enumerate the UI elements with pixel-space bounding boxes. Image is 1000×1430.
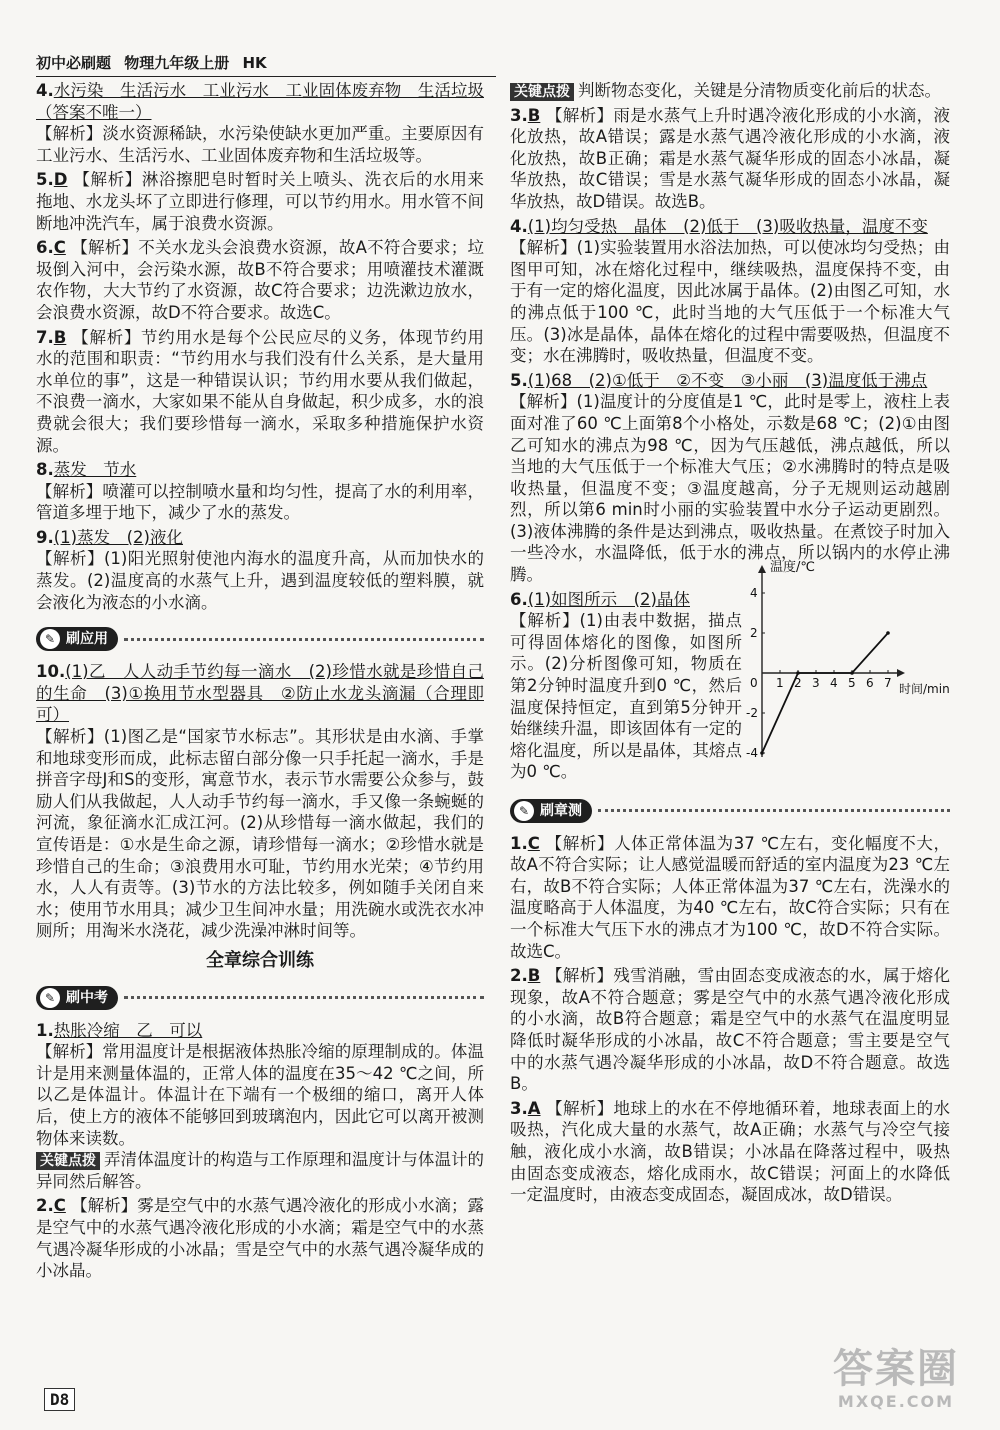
question-number: 5.	[36, 170, 54, 190]
x-tick-label: 5	[848, 675, 856, 690]
x-tick-label: 3	[812, 675, 820, 690]
data-point	[886, 631, 890, 635]
section-label: 刷章测	[540, 802, 582, 819]
data-point	[796, 671, 800, 675]
answer-choice: D	[53, 170, 68, 190]
book-edition: HK	[242, 54, 267, 72]
answer-item	[510, 105, 950, 213]
melting-curve-line	[762, 633, 888, 753]
y-tick-label: -2	[746, 705, 758, 720]
key-tip-tag: 关键点拨	[36, 1152, 100, 1170]
explanation: 【解析】常用温度计是根据液体热胀冷缩的原理制成的。体温计是用来测量体温的，正常人体的温度在35～42 ℃之间，所以乙是体温计。体温计在下端有一个极细的缩口，离开人体后，使上方的液体不能够回到玻璃泡内，因此它可以离开被测物体来读数。	[36, 1042, 484, 1148]
question-number: 7.	[36, 327, 54, 347]
answer-item	[36, 459, 484, 524]
x-tick-label: 6	[866, 675, 874, 690]
x-tick-label: 2	[794, 675, 802, 690]
explanation: 【解析】雨是水蒸气上升时遇冷液化形成的小水滴，液化放热，故A错误；露是水蒸气遇冷液化形成的小水滴，液化放热，故B正确；霜是水蒸气凝华形成的固态小冰晶，凝华放热，故C错误；雪是水蒸气凝华形成的固态小冰晶，凝华放热，故D错误。故选B。	[510, 105, 951, 211]
answer-text: 水污染 生活污水 工业污水 工业固体废弃物 生活垃圾（答案不唯一）	[36, 81, 484, 122]
x-tick-label: 4	[830, 675, 838, 690]
answer-choice: B	[527, 966, 541, 986]
watermark-url: MXQE.COM	[837, 1392, 955, 1411]
x-axis-arrow	[897, 669, 905, 677]
answer-text: 蒸发 节水	[53, 460, 137, 480]
book-series: 初中必刷题	[36, 54, 112, 72]
question-number: 4.	[36, 81, 54, 100]
answer-item	[36, 1020, 484, 1193]
key-tip-text: 判断物态变化，关键是分清物质变化前后的状态。	[578, 81, 941, 100]
section-label: 刷中考	[66, 989, 108, 1006]
question-number: 2.	[510, 966, 528, 986]
answer-item	[510, 833, 950, 963]
answer-item	[36, 661, 484, 942]
watermark-text: 答案圈	[833, 1346, 959, 1392]
y-axis-label: 温度/℃	[770, 559, 815, 575]
section-label: 刷应用	[66, 631, 108, 648]
page-number: D8	[44, 1388, 75, 1411]
melting-curve-chart	[746, 559, 950, 779]
answer-item	[36, 169, 484, 234]
question-number: 4.	[510, 216, 528, 236]
question-number: 9.	[36, 527, 54, 547]
question-number: 5.	[510, 370, 528, 390]
answer-item	[510, 1098, 950, 1206]
data-point	[760, 751, 764, 755]
answer-text: (1)68 (2)①低于 ②不变 ③小丽 (3)温度低于沸点	[527, 370, 928, 390]
answer-text: 热胀冷缩 乙 可以	[53, 1020, 203, 1040]
question-number: 3.	[510, 1098, 528, 1118]
question-number: 1.	[510, 833, 528, 853]
dotted-divider	[124, 638, 484, 641]
section-header-apply	[36, 623, 484, 655]
explanation: 【解析】喷灌可以控制喷水量和均匀性，提高了水的利用率，管道多埋于地下，减少了水的蒸发。	[36, 481, 484, 523]
explanation: 【解析】雾是空气中的水蒸气遇冷液化的形成小水滴；露是空气中的水蒸气遇冷液化形成的小水滴；霜是空气中的水蒸气遇冷凝华形成的小冰晶；雪是空气中的水蒸气遇冷凝华成的小冰晶。	[36, 1196, 484, 1281]
answer-choice: C	[527, 833, 540, 853]
explanation: 【解析】淡水资源稀缺，水污染使缺水更加严重。主要原因有工业污水、生活污水、工业固体废弃物和生活垃圾等。	[36, 124, 484, 165]
explanation: 【解析】(1)温度计的分度值是1 ℃，此时是零上，液柱上表面对准了60 ℃上面第8个小格处，示数是68 ℃；(2)①由图乙可知水的沸点为98 ℃，因为气压越低，沸点越低，所以当地的大气压低于一个标准大气压；②水沸腾时的特点是吸收热量，但温度不变；③温度越高，分子无规则运动越剧烈，所以第6 min时小丽的实验装置中水分子运动更剧烈。(3)液体沸腾的条件是达到沸点，吸收热量。在煮饺子时加入一些冷水，水温降低，低于水的沸点，所以锅内的水停止沸腾。	[510, 392, 950, 585]
right-column	[510, 80, 950, 1209]
question-number: 6.	[36, 238, 54, 258]
explanation: 【解析】地球上的水在不停地循环着，地球表面上的水吸热，汽化成大量的水蒸气，故A正确；水蒸气与冷空气接触，液化成小水滴，故B错误；小冰晶在降落过程中，吸热由固态变成液态，熔化成雨水，故C错误；河面上的水降低一定温度时，由液态变成固态，凝固成冰，故D错误。	[510, 1098, 951, 1205]
section-header-chapter	[510, 795, 950, 827]
answer-item	[510, 965, 950, 1095]
explanation: 【解析】淋浴擦肥皂时暂时关上喷头、洗衣后的水用来拖地、水龙头坏了立即进行修理，可以节约用水。用水管不间断地冲洗汽车，属于浪费水资源。	[36, 170, 485, 233]
pen-icon: ✎	[40, 988, 60, 1008]
answer-choice: B	[53, 327, 67, 347]
answer-text: (1)如图所示 (2)晶体	[527, 589, 690, 609]
x-tick-label: 0	[750, 675, 758, 690]
question-number: 3.	[510, 105, 528, 125]
explanation: 【解析】残雪消融，雪由固态变成液态的水，属于熔化现象，故A不符合题意；雾是空气中的水蒸气遇冷液化形成的小水滴，故B符合题意；霜是空气中的水蒸气在温度明显降低时凝华形成的小冰晶，故C不符合题意；雪主要是空气中的水蒸气遇冷凝华形成的小冰晶，故D不符合题意。故选B。	[510, 966, 951, 1094]
key-tip	[510, 80, 950, 102]
explanation: 【解析】不关水龙头会浪费水资源，故A不符合要求；垃圾倒入河中，会污染水源，故B不符合要求；用喷灌技术灌溉农作物，大大节约了水资源，故C符合要求；边洗漱边放水，会浪费水资源，故D不符合要求。故选C。	[36, 238, 484, 322]
dotted-divider	[124, 996, 484, 999]
answer-item	[36, 1195, 484, 1281]
explanation: 【解析】(1)实验装置用水浴法加热，可以使冰均匀受热；由图甲可知，冰在熔化过程中，继续吸热，温度保持不变，由于有一定的熔化温度，因此冰属于晶体。(2)由图乙可知，水的沸点低于100 ℃，此时当地的大气压低于一个标准大气压。(3)冰是晶体，晶体在熔化的过程中需要吸热，但温度不变；水在沸腾时，吸收热量，但温度不变。	[510, 238, 950, 366]
answer-choice: A	[527, 1098, 541, 1118]
answer-item	[510, 216, 950, 367]
book-subject: 物理九年级上册	[124, 54, 230, 72]
answer-text: (1)均匀受热 晶体 (2)低于 (3)吸收热量，温度不变	[527, 216, 928, 236]
question-number: 2.	[36, 1196, 54, 1216]
explanation: 【解析】节约用水是每个公民应尽的义务，体现节约用水的范围和职责：“节约用水与我们没有什么关系，是大量用水单位的事”，这是一种错误认识；节约用水要从我们做起，不浪费一滴水，大家如果不能从自身做起，积少成多，水的浪费就会很大；我们要珍惜每一滴水，采取多种措施保护水资源。	[36, 327, 485, 455]
pen-icon: ✎	[40, 629, 60, 649]
page-header	[36, 50, 496, 77]
dotted-divider	[598, 809, 950, 812]
question-number: 8.	[36, 460, 54, 480]
answer-choice: B	[527, 105, 541, 125]
answer-item	[36, 80, 484, 166]
question-number: 10.	[36, 662, 66, 682]
question-number: 1.	[36, 1020, 54, 1040]
x-axis-label: 时间/min	[899, 681, 950, 696]
answer-text: (1)乙 人人动手节约每一滴水 (2)珍惜水就是珍惜自己的生命 (3)①换用节水型器具 ②防止水龙头滴漏（合理即可）	[36, 662, 484, 725]
left-column	[36, 80, 484, 1285]
chapter-title: 全章综合训练	[206, 949, 314, 971]
answer-item	[36, 527, 484, 613]
key-tip-text: 弄清体温度计的构造与工作原理和温度计与体温计的异同然后解答。	[36, 1150, 484, 1191]
answer-item	[36, 327, 484, 457]
answer-text: (1)蒸发 (2)液化	[53, 527, 183, 547]
question-number: 6.	[510, 589, 528, 609]
explanation: 【解析】(1)阳光照射使池内海水的温度升高，从而加快水的蒸发。(2)温度高的水蒸气上升，遇到温度较低的塑料膜，就会液化为液态的小水滴。	[36, 549, 484, 612]
watermark-logo	[806, 1346, 986, 1426]
answer-choice: C	[53, 1196, 66, 1216]
pen-icon: ✎	[514, 801, 534, 821]
key-tip-tag: 关键点拨	[510, 83, 574, 101]
explanation: 【解析】(1)由表中数据，描点可得固体熔化的图像，如图所示。(2)分析图像可知，物质在第2分钟时温度升到0 ℃，然后温度保持恒定，直到第5分钟开始继续升温，即该固体有一定的熔化温度，所以是晶体，其熔点为0 ℃。	[510, 611, 742, 782]
y-tick-label: 2	[750, 625, 758, 640]
explanation: 【解析】(1)图乙是“国家节水标志”。其形状是由水滴、手掌和地球变形而成，此标志留白部分像一只手托起一滴水，手是拼音字母J和S的变形，寓意节水，表示节水需要公众参与，鼓励人们从我做起，人人动手节约每一滴水，手又像一条蜿蜒的河流，象征滴水汇成江河。(2)从珍惜每一滴水做起，我们的宣传语是：①水是生命之源，请珍惜每一滴水；②珍惜水就是珍惜自己的生命；③浪费用水可耻，节约用水光荣；④节约用水，人人有责等。(3)节水的方法比较多，例如随手关闭自来水；使用节水用具；减少卫生间冲水量；用洗碗水或洗衣水冲厕所；用淘米水浇花，减少洗澡冲淋时间等。	[36, 727, 484, 941]
y-tick-label: 4	[750, 585, 758, 600]
answer-item	[36, 237, 484, 323]
section-header-exam	[36, 982, 484, 1014]
y-tick-label: -4	[746, 745, 758, 760]
answer-item	[510, 370, 950, 586]
explanation: 【解析】人体正常体温为37 ℃左右，变化幅度不大，故A不符合实际；让人感觉温暖而舒适的室内温度为23 ℃左右，故B不符合实际；人体正常体温为37 ℃左右，洗澡水的温度略高于人体温度，为40 ℃左右，故C符合实际；只有在一个标准大气压下水的沸点才为100 ℃，故D不符合实际。故选C。	[510, 833, 950, 961]
answer-item-with-chart	[510, 559, 950, 785]
x-tick-label: 1	[776, 675, 784, 690]
answer-choice: C	[53, 238, 66, 258]
x-tick-label: 7	[884, 675, 892, 690]
data-point	[850, 671, 854, 675]
